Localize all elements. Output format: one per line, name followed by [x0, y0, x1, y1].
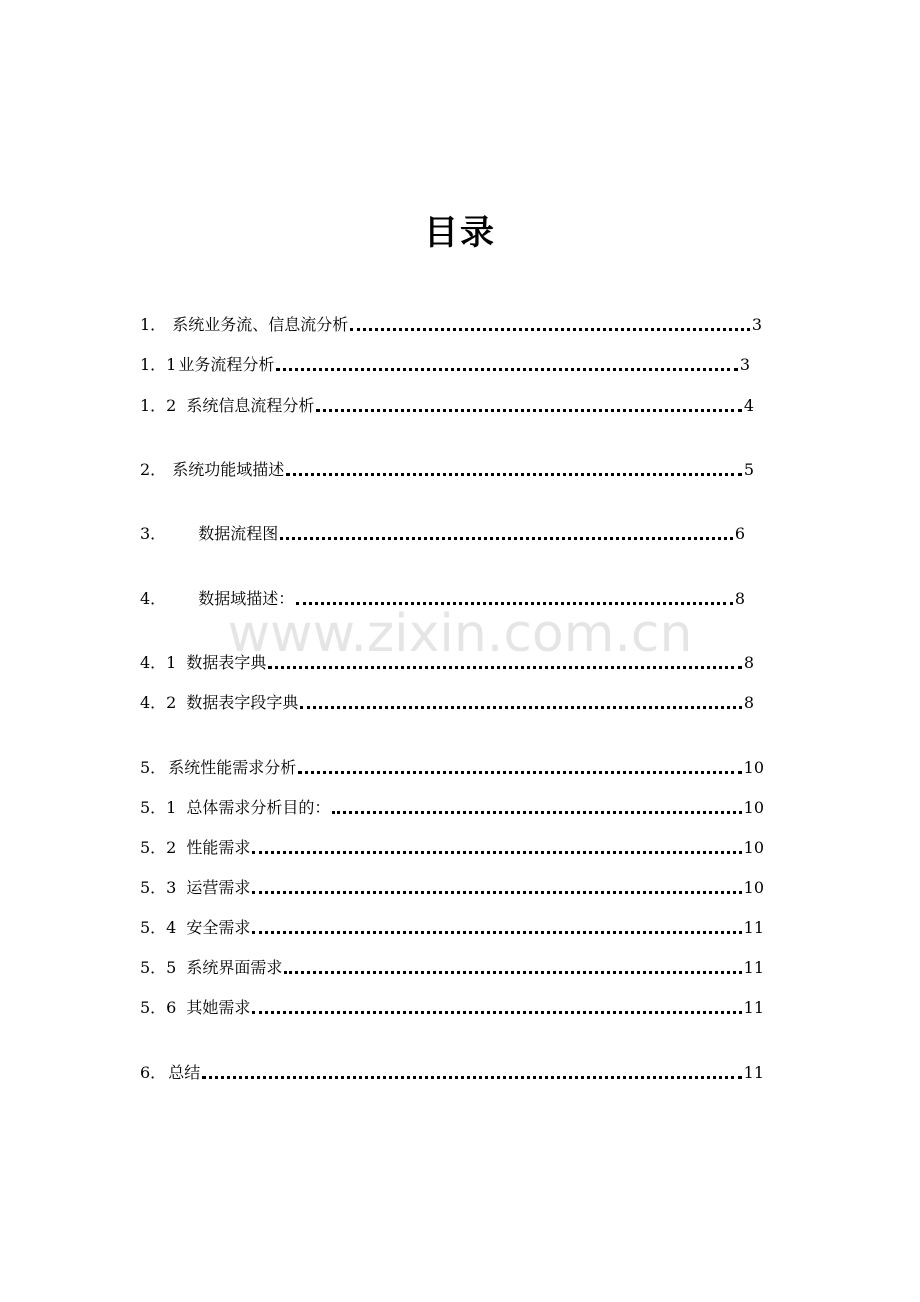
toc-entry-page: 10: [743, 758, 764, 777]
toc-entry-leader: [252, 996, 741, 1020]
toc-entry-page: 8: [743, 693, 754, 712]
toc-entry-leader: [296, 587, 733, 611]
toc-entry-leader: [252, 876, 741, 900]
toc-entry-title: 系统功能域描述: [172, 460, 285, 479]
toc-entry[interactable]: [140, 522, 745, 546]
toc-entry-number: 5．6: [140, 998, 177, 1017]
toc-entry-title: 系统界面需求: [186, 958, 283, 977]
toc-entry-title: 运营需求: [186, 878, 251, 897]
toc-entry-number: 1．1: [140, 355, 177, 374]
toc-entry-leader: [298, 756, 741, 780]
toc-entry-page: 4: [743, 396, 754, 415]
toc-entry-title: 业务流程分析: [178, 355, 275, 374]
toc-entry-page: 11: [743, 1063, 764, 1082]
toc-entry-title: 性能需求: [186, 838, 251, 857]
toc-entry-number: 5．1: [140, 798, 177, 817]
toc-entry-leader: [316, 394, 741, 418]
toc-entry-title: 数据流程图: [198, 524, 279, 543]
toc-entry[interactable]: [140, 756, 764, 780]
toc-entry-number: 2．: [140, 460, 167, 479]
toc-entry-number: 4．1: [140, 653, 177, 672]
toc-entry-title: 其她需求: [186, 998, 251, 1017]
toc-entry[interactable]: [140, 916, 764, 940]
toc-entry-title: 总结: [168, 1063, 201, 1082]
toc-entry-leader: [286, 458, 742, 482]
toc-entry-page: 8: [743, 653, 754, 672]
toc-entry-leader: [252, 836, 741, 860]
toc-entry-title: 系统信息流程分析: [186, 396, 315, 415]
toc-entry-number: 5．3: [140, 878, 177, 897]
toc-entry-number: 4．: [140, 589, 167, 608]
toc-entry-number: 5．2: [140, 838, 177, 857]
toc-entry-page: 8: [734, 589, 745, 608]
toc-entry-title: 系统性能需求分析: [168, 758, 297, 777]
toc-entry[interactable]: [140, 587, 745, 611]
toc-entry-page: 3: [751, 315, 762, 334]
toc-entry[interactable]: [140, 313, 762, 337]
toc-entry-number: 5．: [140, 758, 167, 777]
toc-entry[interactable]: [140, 876, 764, 900]
toc-entry-page: 11: [743, 998, 764, 1017]
toc-entry-number: 1．2: [140, 396, 177, 415]
toc-entry[interactable]: [140, 353, 750, 377]
toc-entry-leader: [280, 522, 733, 546]
toc-entry[interactable]: [140, 836, 764, 860]
toc-entry[interactable]: [140, 956, 764, 980]
toc-entry-number: 3．: [140, 524, 167, 543]
toc-entry[interactable]: [140, 458, 754, 482]
toc-entry-page: 6: [734, 524, 745, 543]
toc-entry[interactable]: [140, 996, 764, 1020]
toc-entry-title: 数据域描述：: [198, 589, 295, 608]
toc-entry-page: 11: [743, 918, 764, 937]
toc-entry-title: 数据表字典: [186, 653, 267, 672]
toc-entry-number: 5．5: [140, 958, 177, 977]
toc-entry-title: 安全需求: [186, 918, 251, 937]
toc-entry-page: 10: [743, 798, 764, 817]
toc-entry-leader: [350, 313, 750, 337]
toc-entry-title: 总体需求分析目的：: [186, 798, 331, 817]
toc-entry-leader: [252, 916, 741, 940]
toc-entry-number: 5．4: [140, 918, 177, 937]
toc-entry[interactable]: [140, 691, 754, 715]
toc-entry-title: 数据表字段字典: [186, 693, 299, 712]
toc-entry-leader: [300, 691, 741, 715]
toc-entry-page: 5: [743, 460, 754, 479]
toc-entry-number: 1．: [140, 315, 167, 334]
toc-entry[interactable]: [140, 394, 754, 418]
toc-entry-title: 系统业务流、信息流分析: [172, 315, 349, 334]
toc-entry-page: 3: [739, 355, 750, 374]
toc-entry-leader: [284, 956, 741, 980]
toc-entry-leader: [268, 651, 741, 675]
toc-entry-page: 10: [743, 838, 764, 857]
toc-entry-leader: [202, 1061, 741, 1085]
toc-entry[interactable]: [140, 796, 764, 820]
toc-entry-page: 11: [743, 958, 764, 977]
toc-entry-number: 6．: [140, 1063, 167, 1082]
toc-entry-number: 4．2: [140, 693, 177, 712]
page-title: 目录: [424, 213, 496, 253]
toc-entry[interactable]: [140, 1061, 764, 1085]
watermark: www.zixin.com.cn: [227, 604, 693, 664]
toc-entry-leader: [276, 353, 737, 377]
toc-entry-leader: [332, 796, 741, 820]
toc-entry[interactable]: [140, 651, 754, 675]
toc-entry-page: 10: [743, 878, 764, 897]
